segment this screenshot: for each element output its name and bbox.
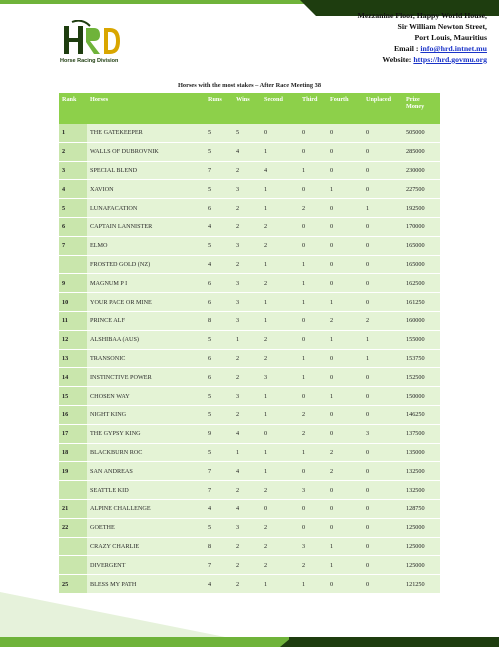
stat-cell: 1 bbox=[299, 161, 327, 180]
stat-cell: 1 bbox=[261, 443, 299, 462]
stat-cell: 1 bbox=[363, 349, 403, 368]
rank-cell: 22 bbox=[59, 518, 87, 537]
stat-cell: 132500 bbox=[403, 462, 440, 481]
stat-cell: 0 bbox=[363, 462, 403, 481]
stat-cell: 0 bbox=[327, 161, 363, 180]
table-row bbox=[59, 180, 440, 199]
rank-cell: 6 bbox=[59, 217, 87, 236]
stat-cell: 2 bbox=[233, 405, 261, 424]
website-label: Website: bbox=[382, 55, 414, 64]
rank-cell: 12 bbox=[59, 330, 87, 349]
stat-cell: 6 bbox=[205, 199, 233, 218]
stat-cell: 2 bbox=[233, 255, 261, 274]
stat-cell: 5 bbox=[205, 405, 233, 424]
stat-cell: 0 bbox=[363, 236, 403, 255]
horse-name-cell: THE GYPSY KING bbox=[87, 424, 205, 443]
stat-cell: 2 bbox=[261, 274, 299, 293]
horse-name-cell: WALLS OF DUBROVNIK bbox=[87, 142, 205, 161]
stat-cell: 0 bbox=[363, 405, 403, 424]
stat-cell: 1 bbox=[299, 443, 327, 462]
stat-cell: 1 bbox=[261, 142, 299, 161]
table-body bbox=[59, 124, 440, 593]
stat-cell: 3 bbox=[233, 274, 261, 293]
website-line bbox=[357, 54, 487, 65]
stat-cell: 165000 bbox=[403, 236, 440, 255]
table-row bbox=[59, 405, 440, 424]
horse-name-cell: ALPINE CHALLENGE bbox=[87, 499, 205, 518]
stat-cell: 227500 bbox=[403, 180, 440, 199]
stat-cell: 2 bbox=[261, 236, 299, 255]
stat-cell: 0 bbox=[299, 462, 327, 481]
rank-cell: 1 bbox=[59, 124, 87, 142]
stat-cell: 0 bbox=[363, 499, 403, 518]
stat-cell: 1 bbox=[261, 575, 299, 594]
stat-cell: 0 bbox=[363, 537, 403, 556]
table-row bbox=[59, 274, 440, 293]
stat-cell: 161250 bbox=[403, 293, 440, 312]
stat-cell: 7 bbox=[205, 462, 233, 481]
stat-cell: 146250 bbox=[403, 405, 440, 424]
stat-cell: 7 bbox=[205, 556, 233, 575]
table-row bbox=[59, 199, 440, 218]
stat-cell: 2 bbox=[261, 217, 299, 236]
stat-cell: 0 bbox=[327, 199, 363, 218]
stat-cell: 0 bbox=[327, 481, 363, 500]
rank-cell: 18 bbox=[59, 443, 87, 462]
stat-cell: 0 bbox=[327, 274, 363, 293]
stat-cell: 1 bbox=[261, 405, 299, 424]
table-row bbox=[59, 124, 440, 142]
table-row bbox=[59, 424, 440, 443]
stat-cell: 4 bbox=[233, 424, 261, 443]
stat-cell: 3 bbox=[299, 481, 327, 500]
stat-cell: 125000 bbox=[403, 556, 440, 575]
stat-cell: 0 bbox=[363, 293, 403, 312]
stat-cell: 1 bbox=[299, 255, 327, 274]
stat-cell: 0 bbox=[327, 405, 363, 424]
table-row bbox=[59, 349, 440, 368]
stat-cell: 1 bbox=[299, 575, 327, 594]
table-row bbox=[59, 311, 440, 330]
horse-name-cell: ALSHIBAA (AUS) bbox=[87, 330, 205, 349]
horse-name-cell: BLESS MY PATH bbox=[87, 575, 205, 594]
stat-cell: 0 bbox=[363, 556, 403, 575]
horse-name-cell: INSTINCTIVE POWER bbox=[87, 368, 205, 387]
stat-cell: 0 bbox=[363, 180, 403, 199]
stat-cell: 0 bbox=[327, 499, 363, 518]
horse-name-cell: SEATTLE KID bbox=[87, 481, 205, 500]
stat-cell: 0 bbox=[363, 518, 403, 537]
stat-cell: 4 bbox=[233, 499, 261, 518]
stat-cell: 7 bbox=[205, 161, 233, 180]
table-row bbox=[59, 387, 440, 406]
stat-cell: 165000 bbox=[403, 255, 440, 274]
stat-cell: 3 bbox=[233, 387, 261, 406]
stat-cell: 8 bbox=[205, 311, 233, 330]
stat-cell: 1 bbox=[261, 255, 299, 274]
stat-cell: 2 bbox=[261, 556, 299, 575]
bottom-dark-stripe bbox=[289, 637, 499, 647]
stat-cell: 7 bbox=[205, 481, 233, 500]
stat-cell: 3 bbox=[363, 424, 403, 443]
stat-cell: 153750 bbox=[403, 349, 440, 368]
address-line-1: Mezzanine Floor, Happy World House, bbox=[357, 11, 487, 20]
stat-cell: 150000 bbox=[403, 387, 440, 406]
stat-cell: 9 bbox=[205, 424, 233, 443]
stat-cell: 285000 bbox=[403, 142, 440, 161]
stat-cell: 5 bbox=[205, 443, 233, 462]
stat-cell: 4 bbox=[205, 217, 233, 236]
horse-name-cell: GOETHE bbox=[87, 518, 205, 537]
stat-cell: 1 bbox=[261, 180, 299, 199]
horse-name-cell: BLACKBURN ROC bbox=[87, 443, 205, 462]
horse-name-cell: THE GATEKEEPER bbox=[87, 124, 205, 142]
rank-cell: 7 bbox=[59, 236, 87, 255]
stat-cell: 0 bbox=[261, 424, 299, 443]
column-header: Prize Money bbox=[403, 93, 440, 124]
stat-cell: 2 bbox=[299, 424, 327, 443]
rank-cell: 16 bbox=[59, 405, 87, 424]
column-header: Runs bbox=[205, 93, 233, 124]
stat-cell: 0 bbox=[363, 142, 403, 161]
stat-cell: 6 bbox=[205, 293, 233, 312]
stat-cell: 5 bbox=[205, 180, 233, 199]
stat-cell: 2 bbox=[233, 199, 261, 218]
stat-cell: 0 bbox=[299, 236, 327, 255]
stat-cell: 2 bbox=[299, 556, 327, 575]
email-link[interactable]: info@hrd.intnet.mu bbox=[420, 44, 487, 53]
stat-cell: 230000 bbox=[403, 161, 440, 180]
stat-cell: 170000 bbox=[403, 217, 440, 236]
stat-cell: 0 bbox=[327, 124, 363, 142]
address-line-2: Sir William Newton Street, bbox=[397, 22, 487, 31]
table-row bbox=[59, 161, 440, 180]
rank-cell bbox=[59, 255, 87, 274]
table-row bbox=[59, 142, 440, 161]
rank-cell: 25 bbox=[59, 575, 87, 594]
stat-cell: 3 bbox=[233, 293, 261, 312]
stat-cell: 1 bbox=[327, 293, 363, 312]
stat-cell: 3 bbox=[299, 537, 327, 556]
stat-cell: 8 bbox=[205, 537, 233, 556]
stat-cell: 4 bbox=[205, 575, 233, 594]
stat-cell: 121250 bbox=[403, 575, 440, 594]
email-label: Email : bbox=[393, 44, 421, 53]
column-header: Unplaced bbox=[363, 93, 403, 124]
stat-cell: 0 bbox=[363, 481, 403, 500]
stat-cell: 2 bbox=[233, 161, 261, 180]
stat-cell: 2 bbox=[363, 311, 403, 330]
table-row bbox=[59, 575, 440, 594]
horse-name-cell: DIVERGENT bbox=[87, 556, 205, 575]
top-green-stripe bbox=[0, 0, 326, 4]
stat-cell: 0 bbox=[363, 575, 403, 594]
rank-cell: 13 bbox=[59, 349, 87, 368]
stat-cell: 0 bbox=[363, 443, 403, 462]
horse-name-cell: PRINCE ALF bbox=[87, 311, 205, 330]
horse-name-cell: SPECIAL BLEND bbox=[87, 161, 205, 180]
stat-cell: 1 bbox=[261, 311, 299, 330]
column-header: Wins bbox=[233, 93, 261, 124]
column-header: Second bbox=[261, 93, 299, 124]
website-link[interactable]: https://hrd.govmu.org bbox=[413, 55, 487, 64]
horse-name-cell: NIGHT KING bbox=[87, 405, 205, 424]
stat-cell: 1 bbox=[261, 293, 299, 312]
stat-cell: 2 bbox=[233, 217, 261, 236]
stat-cell: 4 bbox=[205, 255, 233, 274]
stat-cell: 0 bbox=[299, 499, 327, 518]
stat-cell: 0 bbox=[299, 124, 327, 142]
stat-cell: 125000 bbox=[403, 537, 440, 556]
stat-cell: 0 bbox=[299, 518, 327, 537]
table-row bbox=[59, 462, 440, 481]
horse-name-cell: SAN ANDREAS bbox=[87, 462, 205, 481]
stat-cell: 0 bbox=[327, 368, 363, 387]
page-title: Horses with the most stakes – After Race Meeting 38 bbox=[177, 82, 322, 89]
stat-cell: 0 bbox=[327, 349, 363, 368]
stat-cell: 135000 bbox=[403, 443, 440, 462]
stat-cell: 1 bbox=[299, 293, 327, 312]
table-row bbox=[59, 556, 440, 575]
stat-cell: 2 bbox=[261, 349, 299, 368]
stat-cell: 0 bbox=[363, 255, 403, 274]
rank-cell: 15 bbox=[59, 387, 87, 406]
stat-cell: 1 bbox=[327, 387, 363, 406]
stat-cell: 2 bbox=[233, 537, 261, 556]
stat-cell: 0 bbox=[261, 499, 299, 518]
rank-cell: 11 bbox=[59, 311, 87, 330]
stat-cell: 2 bbox=[233, 349, 261, 368]
stat-cell: 1 bbox=[363, 199, 403, 218]
stat-cell: 3 bbox=[233, 311, 261, 330]
stat-cell: 0 bbox=[363, 274, 403, 293]
rank-cell bbox=[59, 481, 87, 500]
stat-cell: 0 bbox=[261, 124, 299, 142]
stat-cell: 5 bbox=[205, 236, 233, 255]
stat-cell: 2 bbox=[299, 405, 327, 424]
stat-cell: 132500 bbox=[403, 481, 440, 500]
stat-cell: 3 bbox=[261, 368, 299, 387]
stat-cell: 2 bbox=[327, 462, 363, 481]
stat-cell: 2 bbox=[233, 368, 261, 387]
table-row bbox=[59, 293, 440, 312]
stat-cell: 2 bbox=[261, 330, 299, 349]
stat-cell: 1 bbox=[261, 387, 299, 406]
stat-cell: 5 bbox=[233, 124, 261, 142]
stat-cell: 5 bbox=[205, 124, 233, 142]
stat-cell: 162500 bbox=[403, 274, 440, 293]
table-row bbox=[59, 518, 440, 537]
column-header: Rank bbox=[59, 93, 87, 124]
rank-cell: 10 bbox=[59, 293, 87, 312]
stat-cell: 0 bbox=[363, 124, 403, 142]
horse-name-cell: CHOSEN WAY bbox=[87, 387, 205, 406]
stat-cell: 1 bbox=[299, 368, 327, 387]
stat-cell: 1 bbox=[363, 330, 403, 349]
stat-cell: 0 bbox=[299, 330, 327, 349]
stat-cell: 3 bbox=[233, 180, 261, 199]
horse-name-cell: MAGNUM P I bbox=[87, 274, 205, 293]
table-header-row bbox=[59, 93, 440, 124]
table-row bbox=[59, 255, 440, 274]
horse-name-cell: ELMO bbox=[87, 236, 205, 255]
stat-cell: 1 bbox=[327, 180, 363, 199]
stakes-table bbox=[59, 93, 440, 594]
stat-cell: 4 bbox=[205, 499, 233, 518]
stat-cell: 1 bbox=[327, 537, 363, 556]
contact-address bbox=[357, 10, 487, 65]
stat-cell: 5 bbox=[205, 387, 233, 406]
stat-cell: 1 bbox=[261, 462, 299, 481]
stat-cell: 6 bbox=[205, 274, 233, 293]
stat-cell: 2 bbox=[327, 443, 363, 462]
horse-name-cell: YOUR PACE OR MINE bbox=[87, 293, 205, 312]
logo-caption: Horse Racing Division bbox=[60, 58, 119, 64]
stat-cell: 1 bbox=[299, 349, 327, 368]
table-row bbox=[59, 330, 440, 349]
rank-cell: 14 bbox=[59, 368, 87, 387]
stat-cell: 0 bbox=[299, 180, 327, 199]
stat-cell: 2 bbox=[261, 537, 299, 556]
stat-cell: 2 bbox=[327, 311, 363, 330]
stat-cell: 152500 bbox=[403, 368, 440, 387]
stat-cell: 160000 bbox=[403, 311, 440, 330]
rank-cell: 2 bbox=[59, 142, 87, 161]
stat-cell: 1 bbox=[261, 199, 299, 218]
stat-cell: 1 bbox=[233, 330, 261, 349]
stat-cell: 3 bbox=[233, 518, 261, 537]
email-line bbox=[357, 43, 487, 54]
stat-cell: 0 bbox=[299, 217, 327, 236]
stat-cell: 2 bbox=[233, 481, 261, 500]
table-row bbox=[59, 537, 440, 556]
stat-cell: 4 bbox=[261, 161, 299, 180]
stat-cell: 2 bbox=[233, 556, 261, 575]
table-row bbox=[59, 443, 440, 462]
stat-cell: 137500 bbox=[403, 424, 440, 443]
stat-cell: 0 bbox=[363, 161, 403, 180]
rank-cell: 19 bbox=[59, 462, 87, 481]
stat-cell: 125000 bbox=[403, 518, 440, 537]
table-row bbox=[59, 236, 440, 255]
stat-cell: 5 bbox=[205, 518, 233, 537]
stat-cell: 1 bbox=[327, 556, 363, 575]
rank-cell: 3 bbox=[59, 161, 87, 180]
stat-cell: 1 bbox=[233, 443, 261, 462]
rank-cell: 17 bbox=[59, 424, 87, 443]
stat-cell: 0 bbox=[363, 368, 403, 387]
stat-cell: 2 bbox=[233, 575, 261, 594]
stat-cell: 2 bbox=[299, 199, 327, 218]
stat-cell: 0 bbox=[299, 387, 327, 406]
horse-name-cell: FROSTED GOLD (NZ) bbox=[87, 255, 205, 274]
stat-cell: 6 bbox=[205, 349, 233, 368]
stat-cell: 0 bbox=[327, 217, 363, 236]
hrd-logo-icon bbox=[60, 20, 130, 60]
rank-cell bbox=[59, 537, 87, 556]
rank-cell bbox=[59, 556, 87, 575]
stat-cell: 0 bbox=[327, 142, 363, 161]
stat-cell: 4 bbox=[233, 142, 261, 161]
stat-cell: 0 bbox=[327, 255, 363, 274]
stat-cell: 4 bbox=[233, 462, 261, 481]
stat-cell: 1 bbox=[327, 330, 363, 349]
table-row bbox=[59, 499, 440, 518]
stat-cell: 505000 bbox=[403, 124, 440, 142]
stat-cell: 0 bbox=[327, 236, 363, 255]
table-row bbox=[59, 217, 440, 236]
stat-cell: 0 bbox=[299, 142, 327, 161]
stat-cell: 0 bbox=[327, 575, 363, 594]
stat-cell: 6 bbox=[205, 368, 233, 387]
stat-cell: 2 bbox=[261, 518, 299, 537]
stat-cell: 0 bbox=[327, 424, 363, 443]
rank-cell: 9 bbox=[59, 274, 87, 293]
horse-name-cell: TRANSONIC bbox=[87, 349, 205, 368]
column-header: Third bbox=[299, 93, 327, 124]
stat-cell: 128750 bbox=[403, 499, 440, 518]
stat-cell: 2 bbox=[261, 481, 299, 500]
column-header: Horses bbox=[87, 93, 205, 124]
address-line-3: Port Louis, Mauritius bbox=[414, 33, 487, 42]
table-row bbox=[59, 368, 440, 387]
horse-name-cell: XAVION bbox=[87, 180, 205, 199]
stat-cell: 5 bbox=[205, 142, 233, 161]
rank-cell: 4 bbox=[59, 180, 87, 199]
stat-cell: 3 bbox=[233, 236, 261, 255]
horse-name-cell: LUNAFACATION bbox=[87, 199, 205, 218]
rank-cell: 5 bbox=[59, 199, 87, 218]
stat-cell: 155000 bbox=[403, 330, 440, 349]
stat-cell: 0 bbox=[363, 217, 403, 236]
stat-cell: 0 bbox=[327, 518, 363, 537]
stat-cell: 192500 bbox=[403, 199, 440, 218]
table-row bbox=[59, 481, 440, 500]
rank-cell: 21 bbox=[59, 499, 87, 518]
horse-name-cell: CRAZY CHARLIE bbox=[87, 537, 205, 556]
horse-name-cell: CAPTAIN LANNISTER bbox=[87, 217, 205, 236]
stat-cell: 0 bbox=[363, 387, 403, 406]
stat-cell: 5 bbox=[205, 330, 233, 349]
stat-cell: 0 bbox=[299, 311, 327, 330]
stat-cell: 1 bbox=[299, 274, 327, 293]
column-header: Fourth bbox=[327, 93, 363, 124]
